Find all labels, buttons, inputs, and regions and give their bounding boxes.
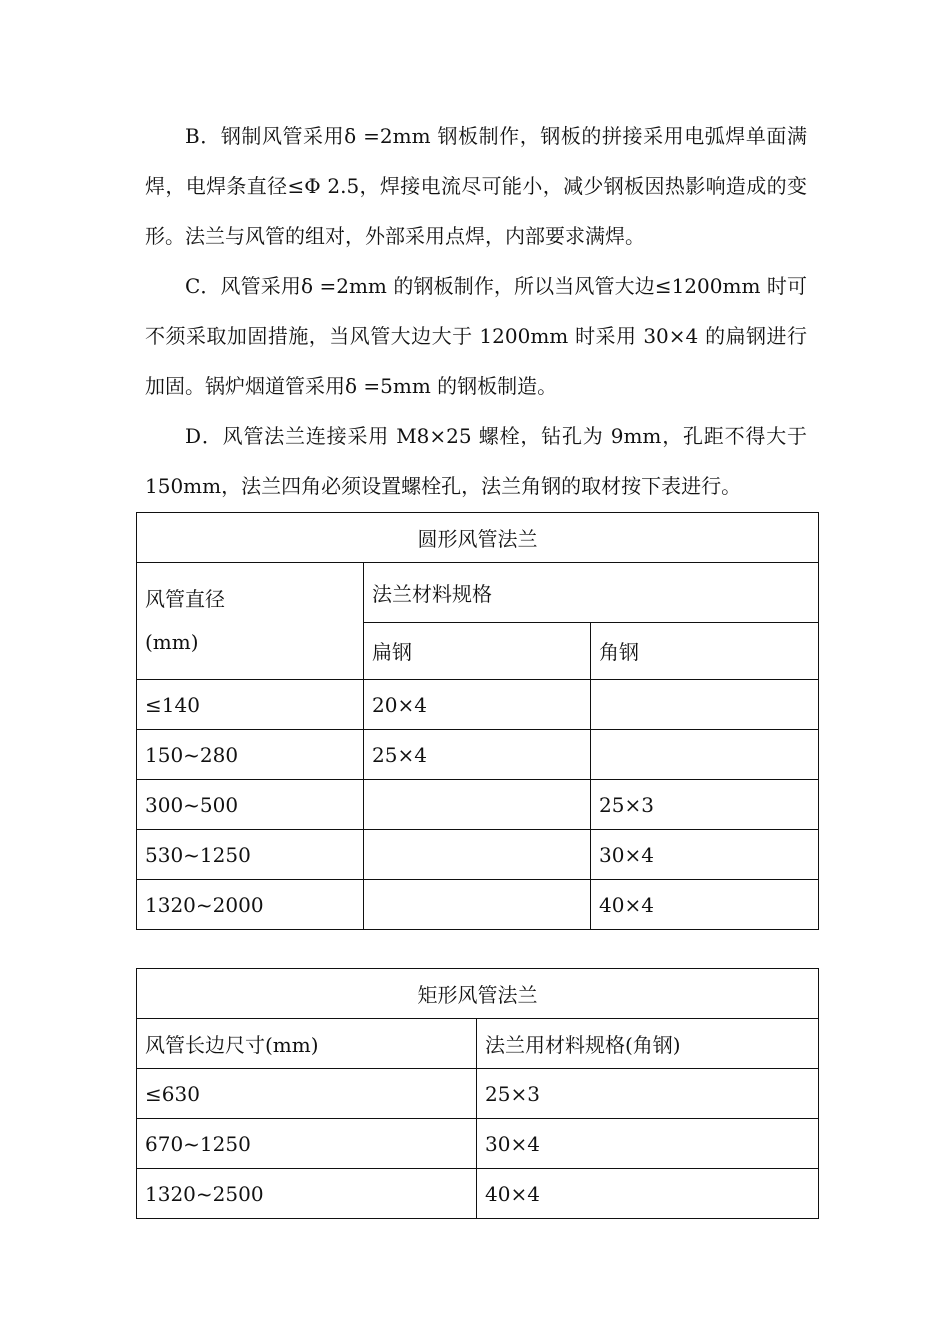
- cell-diameter: 300~500: [137, 780, 364, 830]
- table-row: [137, 730, 819, 780]
- cell-angle: [591, 680, 819, 730]
- cell-diameter: 530~1250: [137, 830, 364, 880]
- cell-spec: 25×3: [477, 1069, 819, 1119]
- header-flat-steel: 扁钢: [364, 622, 591, 680]
- table-header-row: [137, 1019, 819, 1069]
- table-title-row: [137, 513, 819, 563]
- table-row: [137, 780, 819, 830]
- table-row: [137, 880, 819, 930]
- table-row: [137, 1169, 819, 1219]
- paragraph-b: B．钢制风管采用δ =2mm 钢板制作，钢板的拼接采用电弧焊单面满焊，电焊条直径≤Φ 2.5，焊接电流尽可能小，减少钢板因热影响造成的变形。法兰与风管的组对，外部采用点焊，内部要求满焊。: [145, 124, 807, 248]
- cell-flat: 20×4: [364, 680, 591, 730]
- cell-angle: 25×3: [591, 780, 819, 830]
- table-header-row: [137, 563, 819, 623]
- table-row: [137, 1119, 819, 1169]
- header-long-side: 风管长边尺寸(mm): [137, 1019, 477, 1069]
- table-row: [137, 680, 819, 730]
- table-title-row: [137, 969, 819, 1019]
- cell-side: 670~1250: [137, 1119, 477, 1169]
- cell-spec: 40×4: [477, 1169, 819, 1219]
- cell-flat: [364, 880, 591, 930]
- cell-diameter: 150~280: [137, 730, 364, 780]
- cell-flat: [364, 780, 591, 830]
- cell-side: 1320~2500: [137, 1169, 477, 1219]
- header-diameter: 风管直径: [137, 563, 364, 623]
- cell-diameter: 1320~2000: [137, 880, 364, 930]
- header-spec: 法兰材料规格: [364, 563, 819, 623]
- cell-angle: [591, 730, 819, 780]
- rect-duct-flange-table: [136, 968, 819, 1219]
- paragraph-c: C．风管采用δ =2mm 的钢板制作，所以当风管大边≤1200mm 时可不须采取加固措施，当风管大边大于 1200mm 时采用 30×4 的扁钢进行加固。锅炉烟道管采用δ =5mm 的钢板制造。: [145, 274, 807, 398]
- cell-flat: [364, 830, 591, 880]
- table-row: [137, 830, 819, 880]
- table-subheader-row: [137, 622, 819, 680]
- header-angle-spec: 法兰用材料规格(角钢): [477, 1019, 819, 1069]
- header-diameter-unit: (mm): [137, 622, 364, 680]
- cell-diameter: ≤140: [137, 680, 364, 730]
- round-duct-flange-table: [136, 512, 819, 930]
- cell-side: ≤630: [137, 1069, 477, 1119]
- cell-angle: 40×4: [591, 880, 819, 930]
- cell-angle: 30×4: [591, 830, 819, 880]
- table-row: [137, 1069, 819, 1119]
- table-title: 圆形风管法兰: [137, 513, 819, 563]
- cell-flat: 25×4: [364, 730, 591, 780]
- paragraph-d: D．风管法兰连接采用 M8×25 螺栓，钻孔为 9mm，孔距不得大于 150mm，法兰四角必须设置螺栓孔，法兰角钢的取材按下表进行。: [145, 424, 807, 498]
- header-angle-steel: 角钢: [591, 622, 819, 680]
- cell-spec: 30×4: [477, 1119, 819, 1169]
- table-title: 矩形风管法兰: [137, 969, 819, 1019]
